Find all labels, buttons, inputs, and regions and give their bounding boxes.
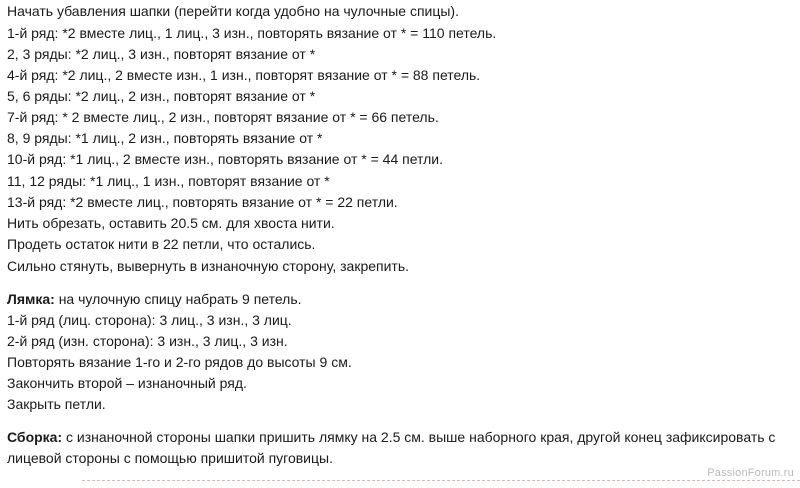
decrease-line: Сильно стянуть, вывернуть в изнаночную сторону, закрепить.	[7, 258, 410, 274]
decrease-line: 7-й ряд: * 2 вместе лиц., 2 изн., повторят вязание от * = 66 петель.	[7, 109, 439, 125]
decrease-line: Начать убавления шапки (перейти когда удобно на чулочные спицы).	[7, 3, 459, 19]
strap-intro	[7, 290, 302, 308]
strap-line: Повторять вязание 1-го и 2-го рядов до высоты 9 см.	[7, 354, 352, 370]
decrease-line: 11, 12 ряды: *1 лиц., 1 изн., повторят вязание от *	[7, 173, 330, 189]
strap-intro-text: на чулочную спицу набрать 9 петель.	[54, 291, 302, 307]
decrease-line: 1-й ряд: *2 вместе лиц., 1 лиц., 3 изн., повторять вязание от * = 110 петель.	[7, 25, 497, 41]
strap-line: 2-й ряд (изн. сторона): 3 изн., 3 лиц., 3 изн.	[7, 333, 288, 349]
dashed-divider	[82, 480, 800, 481]
decrease-line: 2, 3 ряды: *2 лиц., 3 изн., повторят вязание от *	[7, 46, 316, 62]
decrease-line: 4-й ряд: *2 лиц., 2 вместе изн., 1 изн., повторят вязание от * = 88 петель.	[7, 67, 481, 83]
decrease-line: Продеть остаток нити в 22 петли, что остались.	[7, 236, 316, 252]
decrease-line: Нить обрезать, оставить 20.5 см. для хвоста нити.	[7, 215, 335, 231]
strap-heading: Лямка:	[7, 291, 55, 307]
assembly-text: с изнаночной стороны шапки пришить лямку на 2.5 см. выше наборного края, другой конец зафиксировать с лицевой стороны с помощью пришитой пуговицы.	[7, 429, 776, 466]
decrease-line: 13-й ряд: *2 вместе лиц., повторять вязание от * = 22 петли.	[7, 194, 398, 210]
watermark: PassionForum.ru	[707, 467, 794, 479]
assembly-paragraph	[7, 427, 793, 469]
strap-line: Закрыть петли.	[7, 396, 106, 412]
decrease-line: 8, 9 ряды: *1 лиц., 2 изн., повторять вязание от *	[7, 130, 323, 146]
strap-line: Закончить второй – изнаночный ряд.	[7, 375, 247, 391]
decrease-line: 10-й ряд: *1 лиц., 2 вместе изн., повторять вязание от * = 44 петли.	[7, 151, 444, 167]
assembly-heading: Сборка:	[7, 429, 63, 445]
strap-line: 1-й ряд (лиц. сторона): 3 лиц., 3 изн., 3 лиц.	[7, 312, 292, 328]
decrease-line: 5, 6 ряды: *2 лиц., 2 изн., повторят вязание от *	[7, 88, 316, 104]
